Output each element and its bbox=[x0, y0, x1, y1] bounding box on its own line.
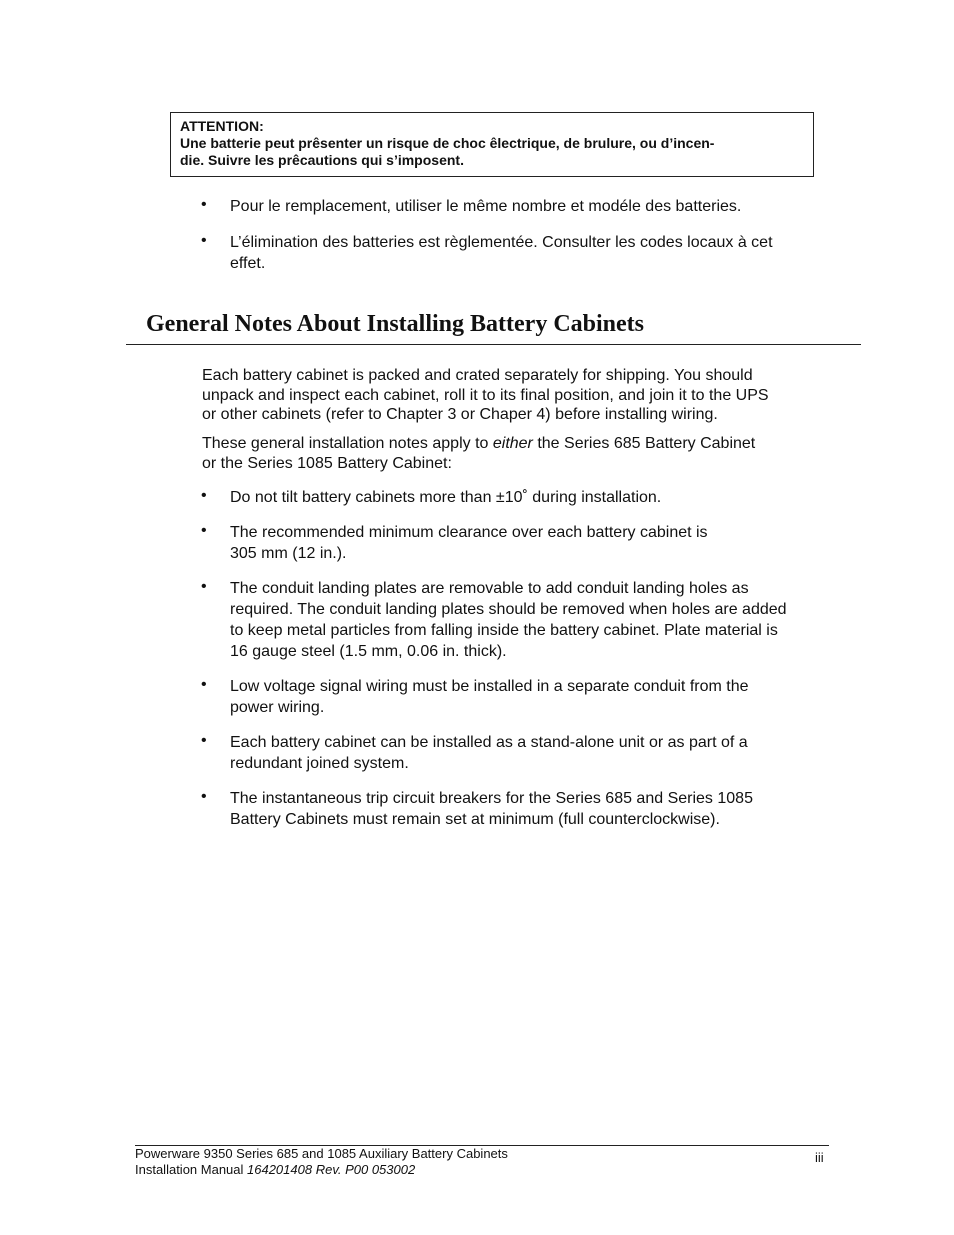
heading-rule bbox=[126, 344, 861, 345]
footer-title: Powerware 9350 Series 685 and 1085 Auxiliary Battery Cabinets bbox=[135, 1146, 508, 1161]
attention-line-2: die. Suivre les prêcautions qui s’imposent. bbox=[180, 152, 464, 168]
section-heading: General Notes About Installing Battery Cabinets bbox=[146, 311, 644, 337]
footer-text bbox=[135, 1146, 508, 1178]
bullet-text-line: effet. bbox=[230, 255, 266, 272]
list-item bbox=[200, 487, 840, 508]
list-item bbox=[200, 788, 840, 830]
attention-line-1: Une batterie peut prêsenter un risque de choc êlectrique, de brulure, ou d’incen- bbox=[180, 135, 715, 151]
bullet-icon: • bbox=[201, 676, 207, 693]
bullet-text-line: The recommended minimum clearance over each battery cabinet is bbox=[230, 524, 708, 541]
bullet-text-line: required. The conduit landing plates should be removed when holes are added bbox=[230, 601, 787, 618]
bullet-text-line: 305 mm (12 in.). bbox=[230, 545, 347, 562]
bullet-icon: • bbox=[201, 196, 207, 213]
emphasis-text: either bbox=[492, 435, 533, 452]
paragraph-line: Each battery cabinet is packed and crated separately for shipping. You should bbox=[202, 367, 753, 384]
bullet-icon: • bbox=[201, 788, 207, 805]
bullet-text-line: power wiring. bbox=[230, 699, 325, 716]
bullet-text-line: The conduit landing plates are removable to add conduit landing holes as bbox=[230, 580, 749, 597]
french-bullet-list bbox=[200, 196, 840, 274]
attention-title: ATTENTION: bbox=[180, 118, 264, 134]
list-item bbox=[200, 732, 840, 774]
footer-document-number: 164201408 Rev. P00 053002 bbox=[247, 1162, 416, 1177]
bullet-text-line: Do not tilt battery cabinets more than ±10˚ during installation. bbox=[230, 489, 662, 506]
bullet-icon: • bbox=[201, 732, 207, 749]
paragraph-line: These general installation notes apply to either the Series 685 Battery Cabinet bbox=[202, 435, 756, 452]
list-item bbox=[200, 232, 840, 274]
bullet-icon: • bbox=[201, 578, 207, 595]
attention-box bbox=[170, 112, 814, 177]
list-item bbox=[200, 578, 840, 662]
bullet-text-line: Each battery cabinet can be installed as a stand-alone unit or as part of a bbox=[230, 734, 748, 751]
notes-bullet-list bbox=[200, 487, 840, 830]
bullet-icon: • bbox=[201, 487, 207, 504]
intro-paragraph bbox=[202, 366, 842, 425]
bullet-text-line: to keep metal particles from falling inside the battery cabinet. Plate material is bbox=[230, 622, 778, 639]
list-item bbox=[200, 196, 840, 217]
bullet-text-line: L’élimination des batteries est règlementée. Consulter les codes locaux à cet bbox=[230, 234, 773, 251]
bullet-text-line: Low voltage signal wiring must be installed in a separate conduit from the bbox=[230, 678, 749, 695]
list-item bbox=[200, 676, 840, 718]
applies-paragraph bbox=[202, 434, 842, 473]
bullet-text-line: Pour le remplacement, utiliser le même nombre et modéle des batteries. bbox=[230, 198, 742, 215]
bullet-text-line: redundant joined system. bbox=[230, 755, 409, 772]
bullet-icon: • bbox=[201, 232, 207, 249]
bullet-text-line: 16 gauge steel (1.5 mm, 0.06 in. thick). bbox=[230, 643, 507, 660]
footer-manual: Installation Manual 164201408 Rev. P00 053002 bbox=[135, 1162, 416, 1177]
bullet-icon: • bbox=[201, 522, 207, 539]
bullet-text-line: The instantaneous trip circuit breakers for the Series 685 and Series 1085 bbox=[230, 790, 753, 807]
list-item bbox=[200, 522, 840, 564]
paragraph-line: unpack and inspect each cabinet, roll it to its final position, and join it to the UPS bbox=[202, 386, 769, 404]
paragraph-line: or other cabinets (refer to Chapter 3 or Chaper 4) before installing wiring. bbox=[202, 406, 718, 423]
paragraph-line: or the Series 1085 Battery Cabinet: bbox=[202, 454, 452, 472]
page-number: iii bbox=[815, 1150, 824, 1165]
bullet-text-line: Battery Cabinets must remain set at minimum (full counterclockwise). bbox=[230, 811, 720, 828]
